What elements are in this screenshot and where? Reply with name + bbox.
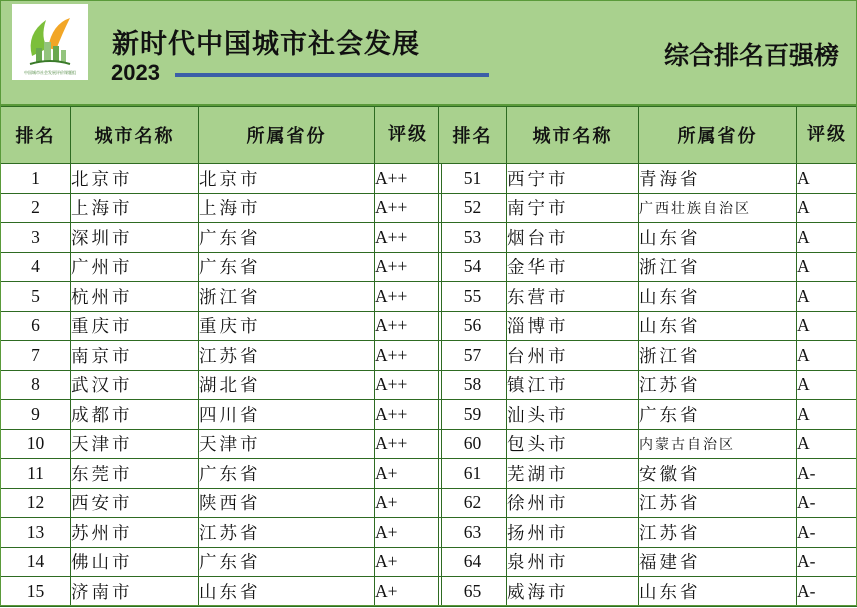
- city-cell: 金华市: [507, 252, 639, 282]
- city-cell: 西安市: [71, 488, 199, 518]
- column-header-city: 城市名称: [507, 107, 639, 164]
- province-cell: 山东省: [199, 577, 375, 607]
- grade-cell: A+: [375, 488, 442, 518]
- grade-cell: A+: [375, 547, 442, 577]
- city-cell: 淄博市: [507, 311, 639, 341]
- city-cell: 西宁市: [507, 164, 639, 194]
- city-cell: 东莞市: [71, 459, 199, 489]
- province-cell: 广西壮族自治区: [639, 193, 797, 223]
- province-cell: 浙江省: [199, 282, 375, 312]
- province-cell: 陕西省: [199, 488, 375, 518]
- city-cell: 杭州市: [71, 282, 199, 312]
- column-header-province: 所属省份: [639, 107, 797, 164]
- grade-cell: A++: [375, 223, 442, 253]
- province-cell: 江苏省: [639, 518, 797, 548]
- city-cell: 烟台市: [507, 223, 639, 253]
- grade-cell: A++: [375, 341, 442, 371]
- city-cell: 镇江市: [507, 370, 639, 400]
- rank-cell: 55: [439, 282, 507, 312]
- province-cell: 山东省: [639, 311, 797, 341]
- column-header-grade: 评级: [375, 107, 442, 164]
- rank-cell: 4: [1, 252, 71, 282]
- province-cell: 天津市: [199, 429, 375, 459]
- rank-cell: 15: [1, 577, 71, 607]
- city-cell: 威海市: [507, 577, 639, 607]
- city-cell: 包头市: [507, 429, 639, 459]
- rank-cell: 64: [439, 547, 507, 577]
- city-cell: 徐州市: [507, 488, 639, 518]
- city-cell: 台州市: [507, 341, 639, 371]
- grade-cell: A++: [375, 164, 442, 194]
- province-cell: 山东省: [639, 282, 797, 312]
- rank-cell: 62: [439, 488, 507, 518]
- province-cell: 浙江省: [639, 341, 797, 371]
- rank-cell: 2: [1, 193, 71, 223]
- rank-cell: 52: [439, 193, 507, 223]
- rank-cell: 7: [1, 341, 71, 371]
- grade-cell: A-: [797, 459, 857, 489]
- rank-cell: 51: [439, 164, 507, 194]
- rank-cell: 3: [1, 223, 71, 253]
- province-cell: 广东省: [199, 547, 375, 577]
- grade-cell: A++: [375, 400, 442, 430]
- title-year: 2023: [111, 60, 160, 86]
- province-cell: 安徽省: [639, 459, 797, 489]
- page-subtitle: 综合排名百强榜: [664, 36, 839, 72]
- city-cell: 北京市: [71, 164, 199, 194]
- grade-cell: A: [797, 370, 857, 400]
- grade-cell: A: [797, 400, 857, 430]
- grade-cell: A: [797, 164, 857, 194]
- city-cell: 芜湖市: [507, 459, 639, 489]
- province-cell: 青海省: [639, 164, 797, 194]
- province-cell: 广东省: [199, 252, 375, 282]
- city-cell: 上海市: [71, 193, 199, 223]
- city-cell: 汕头市: [507, 400, 639, 430]
- rank-cell: 8: [1, 370, 71, 400]
- city-cell: 佛山市: [71, 547, 199, 577]
- province-cell: 福建省: [639, 547, 797, 577]
- province-cell: 山东省: [639, 223, 797, 253]
- grade-cell: A: [797, 341, 857, 371]
- grade-cell: A+: [375, 577, 442, 607]
- rank-cell: 11: [1, 459, 71, 489]
- city-cell: 济南市: [71, 577, 199, 607]
- rank-cell: 61: [439, 459, 507, 489]
- rank-cell: 63: [439, 518, 507, 548]
- province-cell: 内蒙古自治区: [639, 429, 797, 459]
- grade-cell: A++: [375, 252, 442, 282]
- rank-cell: 6: [1, 311, 71, 341]
- province-cell: 广东省: [639, 400, 797, 430]
- rank-cell: 5: [1, 282, 71, 312]
- province-cell: 四川省: [199, 400, 375, 430]
- rank-cell: 1: [1, 164, 71, 194]
- grade-cell: A: [797, 252, 857, 282]
- province-cell: 浙江省: [639, 252, 797, 282]
- grade-cell: A-: [797, 577, 857, 607]
- province-cell: 江苏省: [199, 518, 375, 548]
- city-cell: 成都市: [71, 400, 199, 430]
- rank-cell: 60: [439, 429, 507, 459]
- grade-cell: A: [797, 311, 857, 341]
- province-cell: 江苏省: [639, 370, 797, 400]
- province-cell: 重庆市: [199, 311, 375, 341]
- grade-cell: A-: [797, 547, 857, 577]
- rank-cell: 65: [439, 577, 507, 607]
- grade-cell: A++: [375, 193, 442, 223]
- column-header-province: 所属省份: [199, 107, 375, 164]
- grade-cell: A++: [375, 311, 442, 341]
- city-cell: 天津市: [71, 429, 199, 459]
- province-cell: 广东省: [199, 459, 375, 489]
- grade-cell: A: [797, 223, 857, 253]
- column-header-rank: 排名: [1, 107, 71, 164]
- rank-cell: 13: [1, 518, 71, 548]
- grade-cell: A: [797, 282, 857, 312]
- grade-cell: A: [797, 193, 857, 223]
- logo-caption: 中国城市社会发展评价课题组: [14, 70, 86, 76]
- page-title: 新时代中国城市社会发展: [112, 22, 420, 61]
- rank-cell: 53: [439, 223, 507, 253]
- province-cell: 广东省: [199, 223, 375, 253]
- province-cell: 江苏省: [199, 341, 375, 371]
- column-header-grade: 评级: [797, 107, 857, 164]
- rank-cell: 9: [1, 400, 71, 430]
- city-cell: 泉州市: [507, 547, 639, 577]
- city-cell: 扬州市: [507, 518, 639, 548]
- rank-cell: 54: [439, 252, 507, 282]
- province-cell: 上海市: [199, 193, 375, 223]
- city-cell: 南京市: [71, 341, 199, 371]
- grade-cell: A+: [375, 459, 442, 489]
- city-cell: 广州市: [71, 252, 199, 282]
- grade-cell: A-: [797, 488, 857, 518]
- grade-cell: A+: [375, 518, 442, 548]
- rank-cell: 14: [1, 547, 71, 577]
- grade-cell: A++: [375, 282, 442, 312]
- province-cell: 湖北省: [199, 370, 375, 400]
- rank-cell: 12: [1, 488, 71, 518]
- rank-cell: 10: [1, 429, 71, 459]
- province-cell: 北京市: [199, 164, 375, 194]
- city-cell: 重庆市: [71, 311, 199, 341]
- rank-cell: 57: [439, 341, 507, 371]
- city-cell: 武汉市: [71, 370, 199, 400]
- city-cell: 苏州市: [71, 518, 199, 548]
- column-header-rank: 排名: [439, 107, 507, 164]
- city-cell: 南宁市: [507, 193, 639, 223]
- province-cell: 山东省: [639, 577, 797, 607]
- grade-cell: A++: [375, 429, 442, 459]
- rank-cell: 59: [439, 400, 507, 430]
- grade-cell: A-: [797, 518, 857, 548]
- column-header-city: 城市名称: [71, 107, 199, 164]
- grade-cell: A: [797, 429, 857, 459]
- grade-cell: A++: [375, 370, 442, 400]
- province-cell: 江苏省: [639, 488, 797, 518]
- city-cell: 东营市: [507, 282, 639, 312]
- rank-cell: 58: [439, 370, 507, 400]
- city-cell: 深圳市: [71, 223, 199, 253]
- rank-cell: 56: [439, 311, 507, 341]
